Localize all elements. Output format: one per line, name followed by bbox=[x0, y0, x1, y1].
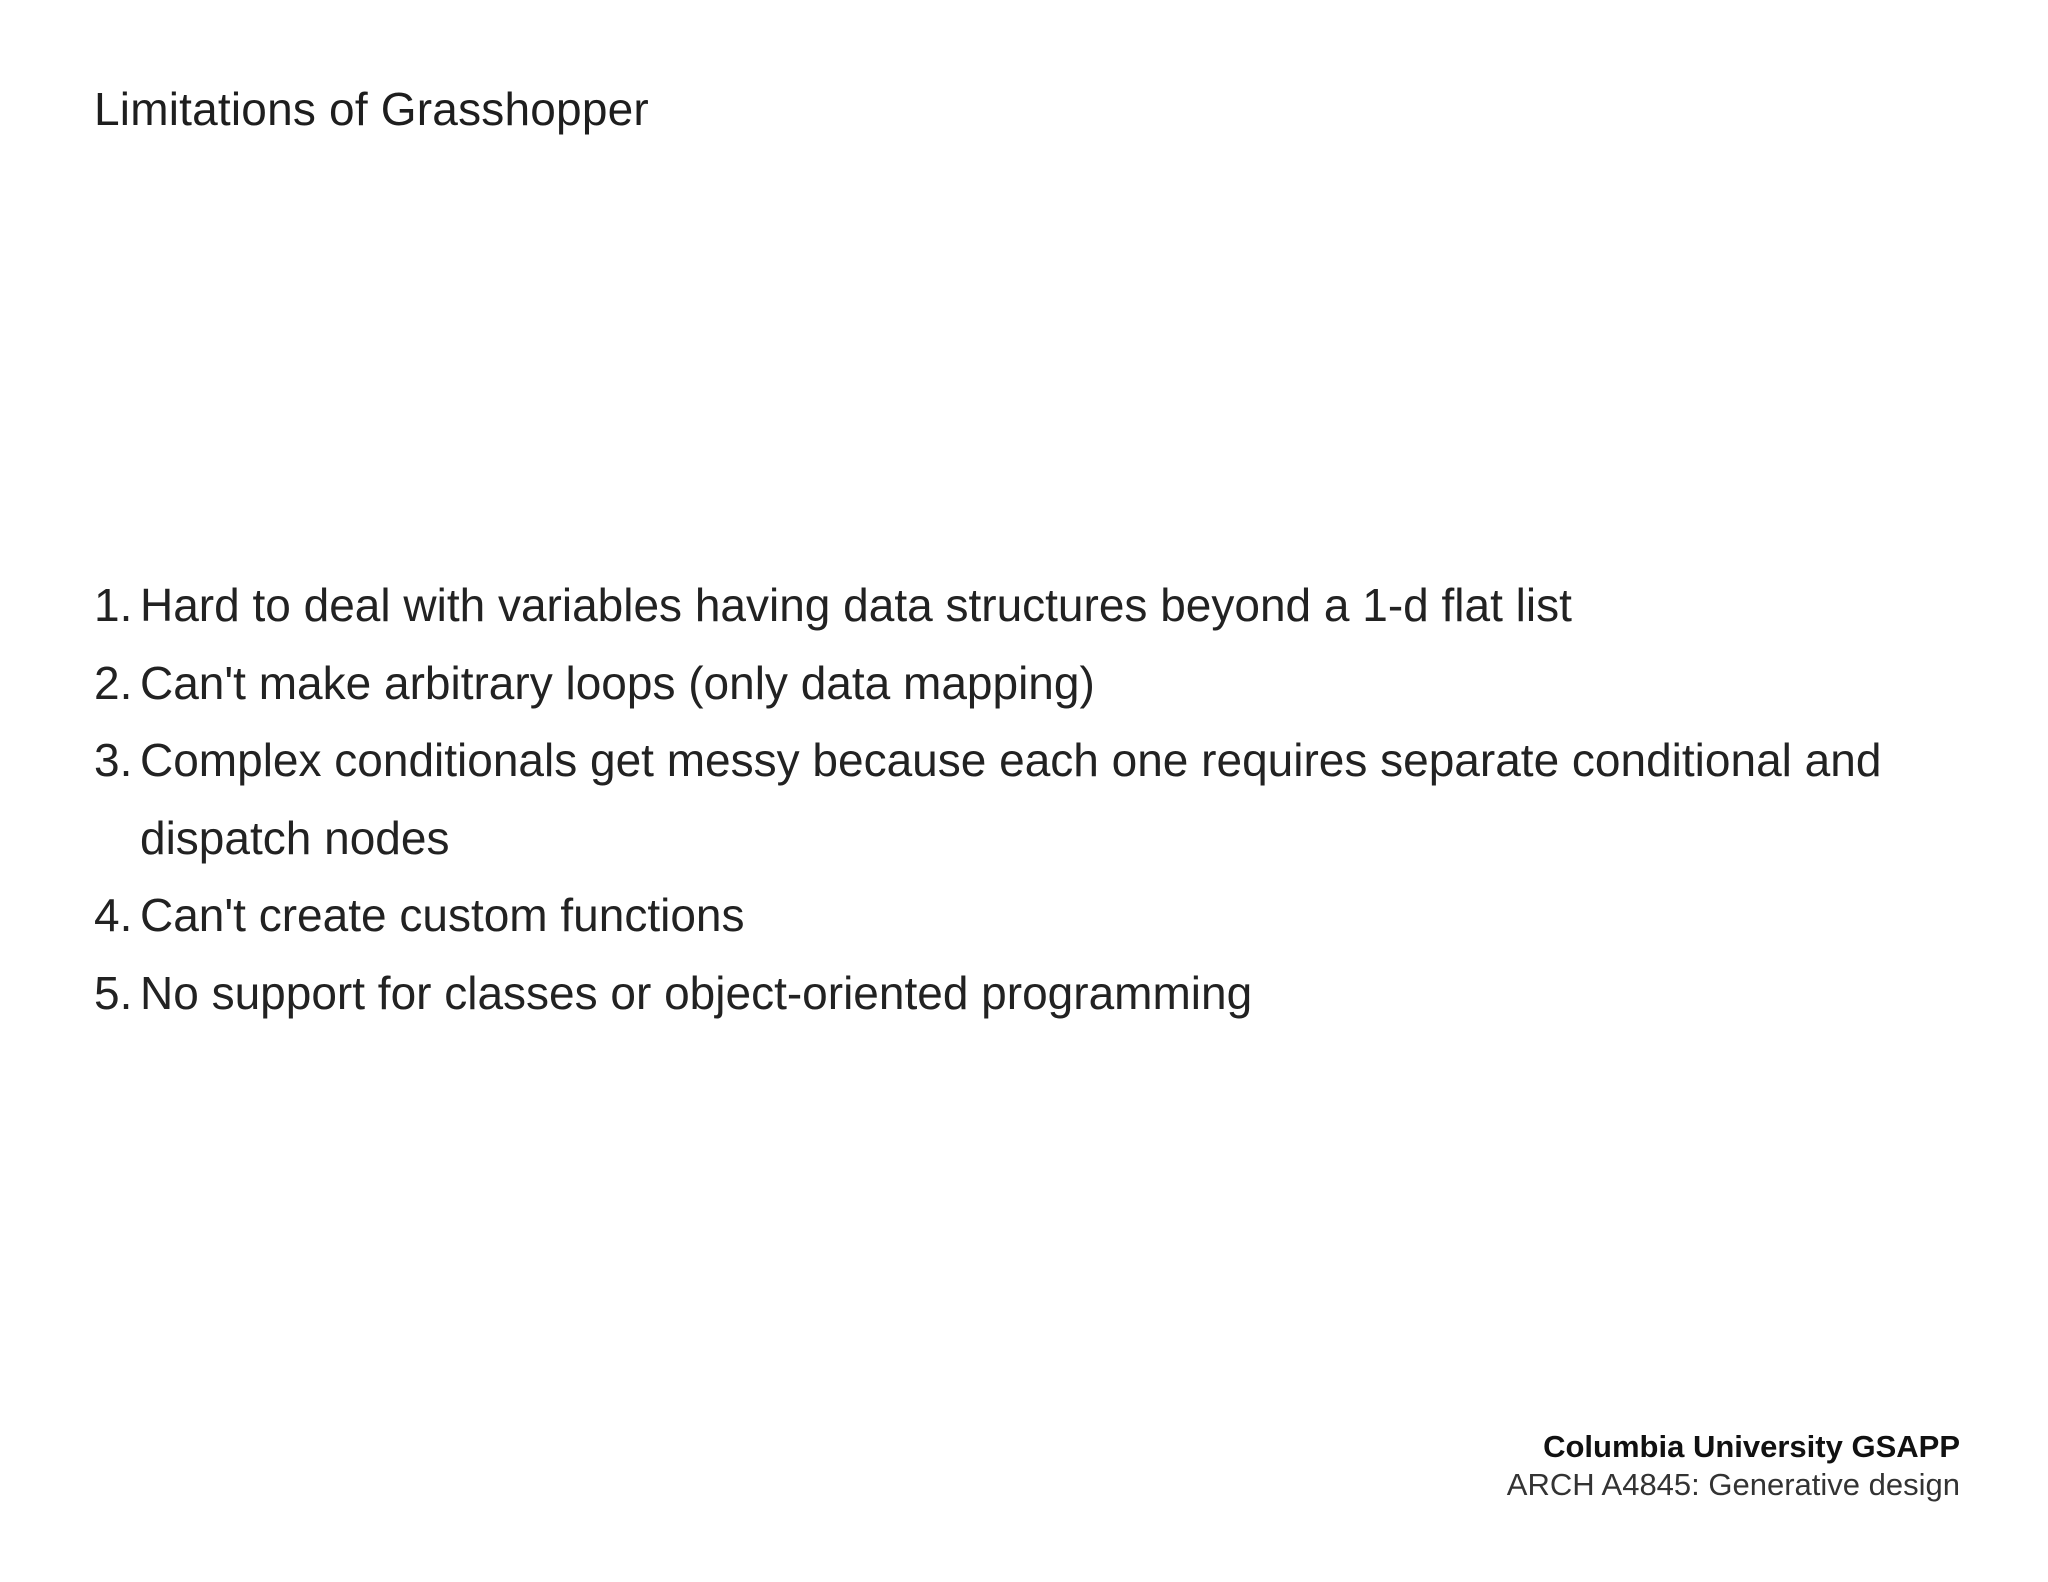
list-item bbox=[94, 955, 1954, 1033]
list-item-number: 3. bbox=[94, 734, 133, 786]
slide-title: Limitations of Grasshopper bbox=[94, 83, 649, 135]
list-item-number: 1. bbox=[94, 579, 133, 631]
list-item-text: Can't make arbitrary loops (only data mapping) bbox=[140, 656, 1095, 709]
list-item-text: No support for classes or object-oriented programming bbox=[140, 966, 1253, 1019]
list-item bbox=[94, 567, 1954, 645]
limitations-list bbox=[94, 567, 1954, 1032]
list-item bbox=[94, 877, 1954, 955]
list-item bbox=[94, 722, 1954, 877]
footer-organization: Columbia University GSAPP bbox=[1543, 1429, 1960, 1464]
footer-course: ARCH A4845: Generative design bbox=[1506, 1467, 1960, 1502]
list-item-text: Complex conditionals get messy because each one requires separate conditional and dispatch nodes bbox=[140, 734, 1882, 864]
list-item-number: 2. bbox=[94, 656, 133, 709]
list-item-number: 5. bbox=[94, 966, 133, 1019]
list-item-number: 4. bbox=[94, 889, 133, 941]
footer bbox=[1507, 1428, 1960, 1504]
list-item-text: Can't create custom functions bbox=[140, 889, 745, 941]
list-item bbox=[94, 645, 1954, 723]
list-item-text: Hard to deal with variables having data structures beyond a 1-d flat list bbox=[140, 579, 1572, 631]
